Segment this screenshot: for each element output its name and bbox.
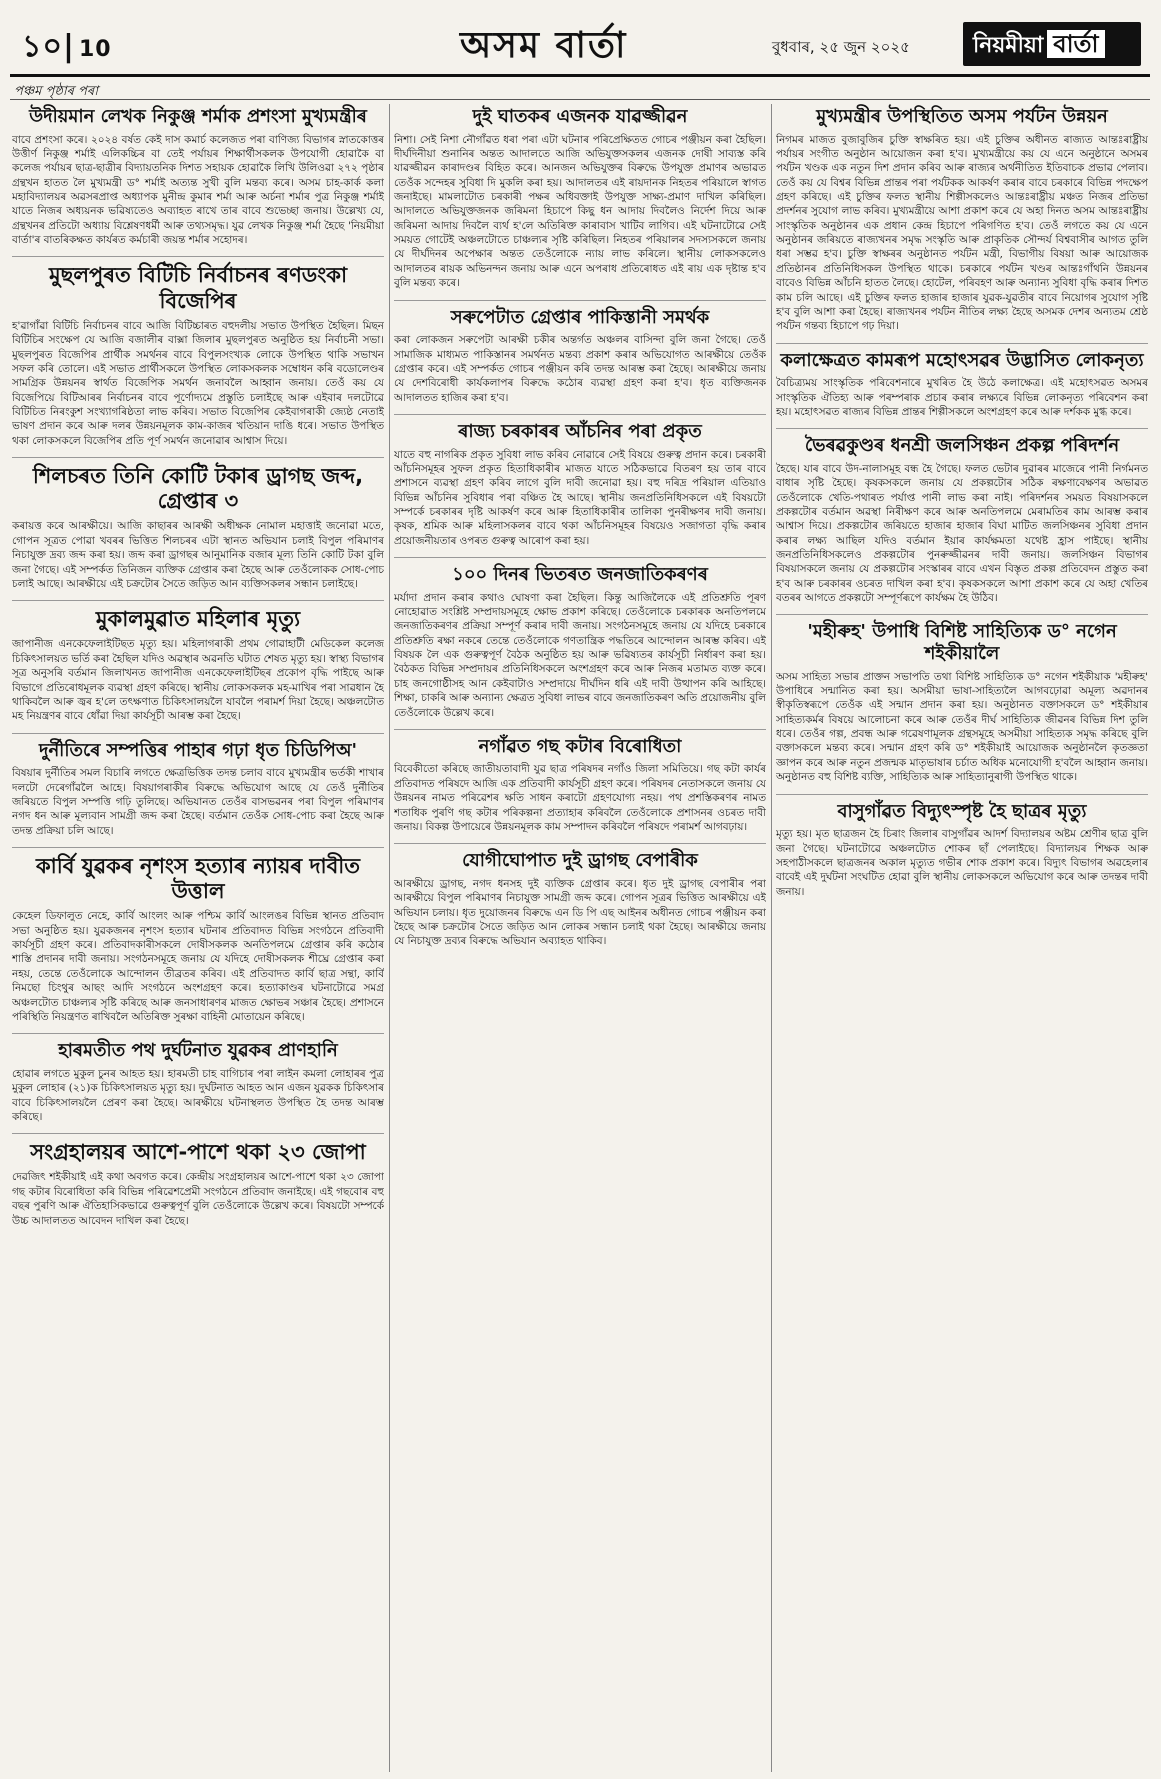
article-headline[interactable]: ৰাজ্য চৰকাৰৰ আঁচনিৰ পৰা প্ৰকৃত [458,420,702,442]
section-title: অসম বাৰ্তা [460,24,628,66]
article-separator [776,428,1148,429]
article-body: জাপানীজ এনকেফেলাইটিছত মৃত্যু হয়। মহিলাগৰাকী প্ৰথম গোৱাহাটী মেডিকেল কলেজ চিকিৎসালয়ত ভৰ্তি কৰা হৈছিল যদিও অৱস্থাৰ অৱনতি ঘটাত শেষত মৃত্যু হয়। স্বাস্থ্য বিভাগৰ সূত্ৰ অনুসৰি বৰ্তমান জিলাখনত জাপানীজ এনকেফেলাইটিছৰ প্ৰকোপ বৃদ্ধি পাইছে আৰু বিভাগে প্ৰতিৰোধমূলক ব্যৱস্থা গ্ৰহণ কৰিছে। স্থানীয় লোকসকলক মহ-মাখিৰ পৰা সাৱধান হৈ থাকিবলৈ আৰু জ্বৰ হ'লে তৎক্ষণাত চিকিৎসালয়লৈ যাবলৈ পৰামৰ্শ দিয়া হৈছে। অঞ্চলটোত মহ নিয়ন্ত্ৰণৰ বাবে ধোঁৱা দিয়া কাৰ্যসূচী আৰম্ভ কৰা হৈছে। [12,638,384,723]
article-body: বিষয়াৰ দুৰ্নীতিৰ সমল বিচাৰি লগতে ক্ষেত্ৰভিত্তিক তদন্ত চলাব বাবে মুখ্যমন্ত্ৰীৰ ভৰ্তকী শাখাৰ দলটো দেৰেগাঁৱলৈ আহে। বিষয়াগৰাকীৰ বিৰুদ্ধে অভিযোগ আছে যে তেওঁ দুৰ্নীতিৰ জৰিয়তে বিপুল সম্পত্তি গঢ়ি তুলিছে। অভিযানত তেওঁৰ বাসভৱনৰ পৰা বিপুল পৰিমাণৰ নগদ ধন আৰু মূল্যবান সামগ্ৰী জব্দ কৰা হৈছে। বৰ্তমান তেওঁক সোধ-পোচ কৰা হৈছে আৰু তদন্ত প্ৰক্ৰিয়া চলি আছে। [12,767,384,837]
article-headline[interactable]: দুৰ্নীতিৰে সম্পত্তিৰ পাহাৰ গঢ়া ধৃত চিডিপিঅ' [38,739,357,761]
article [394,421,766,548]
article-separator [12,847,384,848]
article-headline[interactable]: মুছলপুৰত বিটিচি নিৰ্বাচনৰ ৰণডংকা বিজেপিৰ [48,263,348,313]
article-body: কৰায়ত্ত কৰে আৰক্ষীয়ে। আজি কাছাৰৰ আৰক্ষী অধীক্ষক নোমাল মহাত্তাই জনোৱা মতে, গোপন সূত্ৰত পোৱা খবৰৰ ভিত্তিত শিলচৰৰ এটা স্থানত অভিযান চলাই বিপুল পৰিমাণৰ নিচাযুক্ত দ্ৰব্য জব্দ কৰা হয়। জব্দ কৰা ড্ৰাগছৰ আনুমানিক বজাৰ মূল্য তিনি কোটি টকা বুলি জনা গৈছে। এই সম্পৰ্কত তিনিজন ব্যক্তিক গ্ৰেপ্তাৰ কৰা হৈছে আৰু তেওঁলোকক সোধ-পোচ চলাই আছে। আৰক্ষীয়ে এই চক্ৰটোৰ সৈতে জড়িত আন ব্যক্তিসকলৰ সন্ধান চলাইছে। [12,520,384,590]
article-body: বৈচিত্ৰ্যময় সাংস্কৃতিক পৰিবেশনাৰে মুখৰিত হৈ উঠে কলাক্ষেত্ৰ। এই মহোৎসৱত অসমৰ সাংস্কৃতিক ঐতিহ্য আৰু পৰম্পৰাক প্ৰচাৰ কৰাৰ লক্ষ্যৰে বিভিন্ন লোকনৃত্য পৰিবেশন কৰা হয়। মহোৎসৱত ৰাজ্যৰ বিভিন্ন প্ৰান্তৰ শিল্পীসকলে অংশগ্ৰহণ কৰে আৰু দৰ্শকক মুগ্ধ কৰে। [776,377,1148,418]
article-headline[interactable]: উদীয়মান লেখক নিকুঞ্জ শৰ্মাক প্ৰশংসা মুখ্যমন্ত্ৰীৰ [29,106,367,127]
column-3 [776,104,1148,1772]
article [776,621,1148,784]
article-body: দেৱজিৎ শইকীয়াই এই কথা অবগত কৰে। কেন্দ্ৰীয় সংগ্ৰহালয়ৰ আশে-পাশে থকা ২৩ জোপা গছ কটাৰ বিৰোধিতা কৰি বিভিন্ন পৰিৱেশপ্ৰেমী সংগঠনে প্ৰতিবাদ জনাইছে। এই গছবোৰ বহু বছৰ পুৰণি আৰু ঐতিহাসিকভাৱে গুৰুত্বপূৰ্ণ বুলি তেওঁলোকে উল্লেখ কৰে। বিষয়টো সম্পৰ্কে উচ্চ আদালতত আবেদন দাখিল কৰা হৈছে। [12,1171,384,1227]
article-separator [12,1033,384,1034]
article-separator [776,343,1148,344]
article-body: বিবেকীতো কৰিছে জাতীয়তাবাদী যুৱ ছাত্ৰ পৰিষদৰ নগাঁও জিলা সমিতিয়ে। গছ কটা কাৰ্যৰ প্ৰতিবাদত পৰিষদে আজি এক প্ৰতিবাদী কাৰ্যসূচী গ্ৰহণ কৰে। পৰিষদৰ নেতাসকলে জনায় যে উন্নয়নৰ নামত পৰিৱেশৰ ক্ষতি সাধন কৰাটো গ্ৰহণযোগ্য নহয়। পথ প্ৰশস্তিকৰণৰ নামত শতাধিক পুৰণি গছ কটাৰ পৰিকল্পনা প্ৰত্যাহাৰ কৰিবলৈ তেওঁলোকে প্ৰশাসনৰ ওচৰত দাবী জনায়। বিকল্প উপায়েৰে উন্নয়নমূলক কাম সম্পাদন কৰিবলৈ পৰিষদে পৰামৰ্শ আগবঢ়ায়। [394,763,766,833]
article [394,106,766,291]
article-separator [12,733,384,734]
article-separator [776,794,1148,795]
article-body: যাতে বহু নাগৰিক প্ৰকৃত সুবিধা লাভ কৰিব নোৱাৰে সেই বিষয়ে গুৰুত্ব প্ৰদান কৰে। চৰকাৰী আঁচনিসমূহৰ সুফল প্ৰকৃত হিতাধিকাৰীৰ মাজত যাতে সঠিকভাৱে বিতৰণ হয় তাৰ বাবে প্ৰশাসনে ব্যৱস্থা গ্ৰহণ কৰিব লাগে বুলি দাবী জনোৱা হয়। বহু দৰিদ্ৰ পৰিয়াল এতিয়াও বিভিন্ন আঁচনিৰ সুবিধাৰ পৰা বঞ্চিত হৈ আছে। স্থানীয় জনপ্ৰতিনিধিসকলে এই বিষয়টো সম্পৰ্কে চৰকাৰৰ দৃষ্টি আকৰ্ষণ কৰে আৰু হিতাধিকাৰীৰ তালিকা পুনৰীক্ষণৰ দাবী জনায়। কৃষক, শ্ৰমিক আৰু মহিলাসকলৰ বাবে থকা আঁচনিসমূহৰ বিষয়েও সজাগতা বৃদ্ধি কৰাৰ প্ৰয়োজনীয়তাৰ ওপৰত গুৰুত্ব আৰোপ কৰা হয়। [394,448,766,547]
column-2 [394,104,766,1772]
article-body: হোৱাৰ লগতে মুকুল চুনৰ আহত হয়। হাৰমতী চাহ বাগিচাৰ পৰা লাইন কমলা লোহাৰৰ পুত্ৰ মুকুল লোহাৰ (২১)ক চিকিৎসালয়ত মৃত্যু হয়। দুৰ্ঘটনাত আহত আন এজন যুৱকক চিকিৎসাৰ বাবে চিকিৎসালয়লৈ প্ৰেৰণ কৰা হৈছে। আৰক্ষীয়ে ঘটনাস্থলত উপস্থিত হৈ তদন্ত আৰম্ভ কৰিছে। [12,1067,384,1123]
page-number-bengali: ১০ [22,29,63,64]
article-headline[interactable]: কলাক্ষেত্ৰত কামৰূপ মহোৎসৱৰ উদ্ভাসিত লোকনৃত্য [780,349,1144,371]
article-body: বাবে প্ৰশংসা কৰে। ২০২৪ বৰ্ষত কেই দাস কমাৰ্চ কলেজত পৰা বাণিজ্য বিভাগৰ স্নাতকোত্তৰ উত্তীৰ্ণ নিকুঞ্জ শৰ্মাই এলিকচ্চিৰ বা তেই পৰ্যায়ৰ শিক্ষাৰ্থীসকলক উপযোগী হোৱাকৈ বা কলেজ পৰ্যায়ৰ ছাত্ৰ-ছাত্ৰীৰ বিদ্যায়তনিক দিশত সহায়ক হোৱাকৈ লিখি উলিওৱা ২৭২ পৃষ্ঠাৰ গ্ৰন্থখন হাতত লৈ মুখ্যমন্ত্ৰী ড° শৰ্মাই অত্যন্ত সুখী বুলি মন্তব্য কৰে। অসম চাহ-কাৰ্ক কলা মহাবিদ্যালয়ৰ অৱসৰপ্ৰাপ্ত অধ্যাপক মুনীন্দ্ৰ কুমাৰ শৰ্মা আৰু অৰ্চনা শৰ্মাৰ পুত্ৰ নিকুঞ্জ শৰ্মাই যাতে নিজৰ অধ্যয়নক ভৱিষ্যতেও অব্যাহত ৰাখে তাৰ বাবে শুভেচ্ছা জনায়। উল্লেখ্য যে, গ্ৰন্থখনৰ প্ৰতিটো অধ্যায় বিশ্লেষণধৰ্মী আৰু তথ্যসমৃদ্ধ। যুৱ লেখক নিকুঞ্জ শৰ্মা হৈছে 'নিয়মীয়া বাৰ্তা'ৰ বাতৰিকক্ষত কাৰ্যৰত কৰ্মচাৰী জয়ন্ত শৰ্মাৰ সহোদৰ। [12,133,384,247]
continuation-rule [10,99,1150,100]
article-headline[interactable]: কাৰ্বি যুৱকৰ নৃশংস হত্যাৰ ন্যায়ৰ দাবীত উত্তাল [35,853,361,904]
article-separator [12,600,384,601]
article-body: অসম সাহিত্য সভাৰ প্ৰাক্তন সভাপতি তথা বিশিষ্ট সাহিত্যিক ড° নগেন শইকীয়াক 'মহীৰুহ' উপাধিৰে সন্মানিত কৰা হয়। অসমীয়া ভাষা-সাহিত্যলৈ আগবঢ়োৱা অমূল্য অৱদানৰ স্বীকৃতিস্বৰূপে তেওঁক এই সন্মান প্ৰদান কৰা হয়। অনুষ্ঠানত বক্তাসকলে ড° শইকীয়াৰ সাহিত্যকৰ্মৰ বিষয়ে আলোচনা কৰে আৰু তেওঁৰ দীৰ্ঘ সাহিত্যিক জীৱনৰ বিভিন্ন দিশ তুলি ধৰে। তেওঁৰ গল্প, প্ৰবন্ধ আৰু গৱেষণামূলক গ্ৰন্থসমূহে অসমীয়া সাহিত্যক সমৃদ্ধ কৰিছে বুলি বক্তাসকলে মন্তব্য কৰে। সন্মান গ্ৰহণ কৰি ড° শইকীয়াই আয়োজক অনুষ্ঠানলৈ কৃতজ্ঞতা জ্ঞাপন কৰে আৰু নতুন প্ৰজন্মক মাতৃভাষাৰ চৰ্চাত অধিক মনোযোগী হ'বলৈ আহ্বান জনায়। অনুষ্ঠানত বহু বিশিষ্ট ব্যক্তি, সাহিত্যিক আৰু সাহিত্যানুৰাগী উপস্থিত থাকে। [776,670,1148,784]
article [394,850,766,948]
article-headline[interactable]: 'মহীৰুহ' উপাধি বিশিষ্ট সাহিত্যিক ড° নগেন শইকীয়ালৈ [807,621,1117,665]
article [394,564,766,720]
article-body: মৰ্যাদা প্ৰদান কৰাৰ কথাও ঘোষণা কৰা হৈছিল। কিন্তু আজিলৈকে এই প্ৰতিশ্ৰুতি পূৰণ নোহোৱাত সংশ্লিষ্ট সম্প্ৰদায়সমূহে ক্ষোভ প্ৰকাশ কৰিছে। তেওঁলোকে চৰকাৰক অনতিপলমে জনজাতিকৰণৰ প্ৰক্ৰিয়া সম্পূৰ্ণ কৰাৰ দাবী জনায়। সংগঠনসমূহে জনায় যে যদিহে চৰকাৰে প্ৰতিশ্ৰুতি ৰক্ষা নকৰে তেন্তে তেওঁলোকে গণতান্ত্ৰিক পদ্ধতিৰে আন্দোলন আৰম্ভ কৰিব। এই বিষয়ক লৈ এক গুৰুত্বপূৰ্ণ বৈঠক অনুষ্ঠিত হয় আৰু ভৱিষ্যতৰ কাৰ্যসূচী নিৰ্ধাৰণ কৰা হয়। বৈঠকত বিভিন্ন সম্প্ৰদায়ৰ প্ৰতিনিধিসকলে অংশগ্ৰহণ কৰে আৰু নিজৰ মতামত ব্যক্ত কৰে। চাহ জনগোষ্ঠীসহ আন কেইবাটাও সম্প্ৰদায়ে দীৰ্ঘদিন ধৰি এই দাবী উত্থাপন কৰি আহিছে। শিক্ষা, চাকৰি আৰু অন্যান্য ক্ষেত্ৰত সুবিধা লাভৰ বাবে জনজাতিকৰণ অতি প্ৰয়োজনীয় বুলি তেওঁলোকে উল্লেখ কৰে। [394,591,766,719]
article-headline[interactable]: যোগীঘোপাত দুই ড্ৰাগছ বেপাৰীক [462,850,698,872]
article [776,106,1148,334]
article-body: হৈছে। যাৰ বাবে উদ-নালাসমূহ বন্ধ হৈ গৈছে। ফলত ভেটাৰ দুৱাৰৰ মাজেৰে পানী নিৰ্গমনত বাধাৰ সৃষ্টি হৈছে। কৃষকসকলে জনায় যে প্ৰকল্পটোৰ সঠিক ৰক্ষণাবেক্ষণৰ অভাৱত তেওঁলোকে খেতি-পথাৰত পৰ্যাপ্ত পানী লাভ কৰা নাই। পৰিদৰ্শনৰ সময়ত বিষয়াসকলে প্ৰকল্পটোৰ বৰ্তমান অৱস্থা নিৰীক্ষণ কৰে আৰু অনতিপলমে মেৰামতিৰ কাম আৰম্ভ কৰাৰ আশ্বাস দিয়ে। প্ৰকল্পটোৰ জৰিয়তে হাজাৰ হাজাৰ বিঘা মাটিত জলসিঞ্চনৰ সুবিধা প্ৰদান কৰাৰ লক্ষ্য আছিল যদিও বৰ্তমান ইয়াৰ কাৰ্যক্ষমতা যথেষ্ট হ্ৰাস পাইছে। স্থানীয় জনপ্ৰতিনিধিসকলেও প্ৰকল্পটোৰ পুনৰুজ্জীৱনৰ দাবী জনায়। জলসিঞ্চন বিভাগৰ বিষয়াসকলে জনায় যে প্ৰকল্পটোৰ সংস্কাৰৰ বাবে এখন বিস্তৃত প্ৰকল্প প্ৰতিবেদন প্ৰস্তুত কৰা হ'ব আৰু চৰকাৰৰ ওচৰত দাখিল কৰা হ'ব। কৃষকসকলে আশা প্ৰকাশ কৰে যে অহা খেতিৰ বতৰৰ আগতে প্ৰকল্পটো সম্পূৰ্ণৰূপে কাৰ্যক্ষম হৈ উঠিব। [776,462,1148,605]
article [12,1040,384,1124]
article-body: কৰা লোকজন সৰুপেটা আৰক্ষী চকীৰ অন্তৰ্গত অঞ্চলৰ বাসিন্দা বুলি জনা গৈছে। তেওঁ সামাজিক মাধ্যমত পাকিস্তানৰ সমৰ্থনত মন্তব্য প্ৰকাশ কৰাৰ অভিযোগত আৰক্ষীয়ে তেওঁক গ্ৰেপ্তাৰ কৰে। এই সম্পৰ্কত গোচৰ পঞ্জীয়ন কৰি তদন্ত আৰম্ভ কৰা হৈছে। আৰক্ষীয়ে জনায় যে দেশবিৰোধী কাৰ্যকলাপৰ বিৰুদ্ধে কঠোৰ ব্যৱস্থা গ্ৰহণ কৰা হ'ব। ধৃত ব্যক্তিজনক আদালতত হাজিৰ কৰা হ'ব। [394,334,766,404]
article-headline[interactable]: মুকালমুৱাত মহিলাৰ মৃত্যু [95,607,301,632]
page-number: ১০| 10 [22,29,112,64]
article [776,801,1148,899]
header-rule [10,74,1150,77]
article [394,736,766,834]
article-body: নিশা। সেই নিশা নৌগাঁৱত ধৰা পৰা এটা ঘটনাৰ পৰিপ্ৰেক্ষিতত গোচৰ পঞ্জীয়ন কৰা হৈছিল। দীৰ্ঘদিনীয়া শুনানিৰ অন্তত আদালতে আজি অভিযুক্তসকলৰ এজনক দোষী সাব্যস্ত কৰি যাৱজ্জীৱন কাৰাদণ্ডৰ বিহিত কৰে। আনজন অভিযুক্তৰ বিৰুদ্ধে উপযুক্ত প্ৰমাণৰ অভাৱত তেওঁক সন্দেহৰ সুবিধা দি মুকলি কৰা হয়। আদালতৰ এই ৰায়দানক নিহতৰ পৰিয়ালে স্বাগত জনাইছে। মামলাটোত চৰকাৰী পক্ষৰ অধিবক্তাই উপযুক্ত সাক্ষ্য-প্ৰমাণ দাখিল কৰিছিল। আদালতে অভিযুক্তজনক জৰিমনা হিচাপে কিছু ধন আদায় দিবলৈও নিৰ্দেশ দিয়ে আৰু জৰিমনা আদায় দিবলৈ ব্যৰ্থ হ'লে অতিৰিক্ত কাৰাবাস খাটিব লাগিব। এই ঘটনাটোৱে সেই সময়ত গোটেই অঞ্চলটোতে চাঞ্চল্যৰ সৃষ্টি কৰিছিল। নিহতৰ পৰিয়ালৰ সদস্যসকলে জনায় যে দীৰ্ঘদিনৰ অপেক্ষাৰ অন্তত তেওঁলোকে ন্যায় লাভ কৰিলে। স্থানীয় লোকসকলেও আদালতৰ ৰায়ক অভিনন্দন জনায় আৰু এনে অপৰাধ প্ৰতিৰোধত এই ৰায় এক দৃষ্টান্ত হ'ব বুলি মন্তব্য কৰে। [394,133,766,290]
continuation-label: পঞ্চম পৃষ্ঠাৰ পৰা [14,84,98,99]
article-body: হ'ৱাগাঁৱা বিটিচি নিৰ্বাচনৰ বাবে আজি বিটিচ্চাৰত বহুদলীয় সভাত উপস্থিত হৈছিল। মিছন বিটিচিৰ সংক্ষেপ যে আজি বজালীৰ বাক্সা জিলাৰ মুছলপুৰত অনুষ্ঠিত হয় নিৰ্বাচনী সভা। মুছলপুৰত বিজেপিৰ প্ৰাৰ্থীক সমৰ্থনৰ বাবে বিপুলসংখ্যক লোকে উপস্থিত থাকি সভাখন সফল কৰি তোলে। এই সভাত প্ৰাৰ্থীসকলে উপস্থিত লোকসকলক সম্বোধন কৰি বডোলেণ্ডৰ সামগ্ৰিক উন্নয়নৰ স্বাৰ্থত বিজেপিক সমৰ্থন জনাবলৈ আহ্বান জনায়। তেওঁ কয় যে বিজেপিয়ে বিটিআৰৰ নিৰ্বাচনৰ বাবে পূৰ্ণোদ্যমে প্ৰস্তুতি চলাইছে আৰু এইবাৰ দলটোৱে বিটিচিত নিৰংকুশ সংখ্যাগৰিষ্ঠতা লাভ কৰিব। সভাত বিজেপিৰ কেইবাগৰাকী জ্যেষ্ঠ নেতাই ভাষণ প্ৰদান কৰে আৰু দলৰ উন্নয়নমূলক কাম-কাজৰ খতিয়ান দাঙি ধৰে। সভাত উপস্থিত থকা লোকসকলে বিজেপিৰ প্ৰতি পূৰ্ণ সমৰ্থন জনোৱাৰ আশ্বাস দিয়ে। [12,319,384,447]
page-header [0,0,1161,80]
article-headline[interactable]: নগাঁৱত গছ কটাৰ বিৰোধিতা [478,735,682,757]
article-body: আৰক্ষীয়ে ড্ৰাগছ, নগদ ধনসহ দুই ব্যক্তিক গ্ৰেপ্তাৰ কৰে। ধৃত দুই ড্ৰাগছ বেপাৰীৰ পৰা আৰক্ষীয়ে বিপুল পৰিমাণৰ নিচাযুক্ত সামগ্ৰী জব্দ কৰে। গোপন সূত্ৰৰ ভিত্তিত আৰক্ষীয়ে এই অভিযান চলায়। ধৃত দুয়োজনৰ বিৰুদ্ধে এন ডি পি এছ আইনৰ অধীনত গোচৰ পঞ্জীয়ন কৰা হৈছে আৰু চক্ৰটোৰ সৈতে জড়িত আন লোকৰ সন্ধান চলাই থকা হৈছে। আৰক্ষীয়ে জনায় যে নিচাযুক্ত দ্ৰব্যৰ বিৰুদ্ধে অভিযান অব্যাহত থাকিব। [394,877,766,948]
article-body: নিগমৰ মাজত বুজাবুজিৰ চুক্তি স্বাক্ষৰিত হয়। এই চুক্তিৰ অধীনত ৰাজ্যত আন্তঃৰাষ্ট্ৰীয় পৰ্যায়ৰ সংগীত অনুষ্ঠান আয়োজন কৰা হ'ব। মুখ্যমন্ত্ৰীয়ে কয় যে এনে অনুষ্ঠানে অসমৰ পৰ্যটন খণ্ডক এক নতুন দিশ প্ৰদান কৰিব আৰু ৰাজ্যৰ অৰ্থনীতিত ইতিবাচক প্ৰভাৱ পেলাব। তেওঁ কয় যে বিশ্বৰ বিভিন্ন প্ৰান্তৰ পৰা পৰ্যটকক আকৰ্ষণ কৰাৰ বাবে চৰকাৰে বিভিন্ন পদক্ষেপ গ্ৰহণ কৰিছে। এই চুক্তিৰ ফলত স্থানীয় শিল্পীসকলেও আন্তঃৰাষ্ট্ৰীয় মঞ্চত নিজৰ প্ৰতিভা প্ৰদৰ্শনৰ সুযোগ লাভ কৰিব। মুখ্যমন্ত্ৰীয়ে আশা প্ৰকাশ কৰে যে অহা দিনত অসম আন্তঃৰাষ্ট্ৰীয় সাংস্কৃতিক অনুষ্ঠানৰ এক প্ৰধান কেন্দ্ৰ হিচাপে পৰিগণিত হ'ব। তেওঁ লগতে কয় যে এনে অনুষ্ঠানৰ জৰিয়তে ৰাজ্যখনৰ সমৃদ্ধ সংস্কৃতি আৰু প্ৰাকৃতিক সৌন্দৰ্য বিশ্ববাসীৰ আগত তুলি ধৰা সম্ভৱ হ'ব। চুক্তি স্বাক্ষৰৰ অনুষ্ঠানত পৰ্যটন মন্ত্ৰী, বিভাগীয় বিষয়া আৰু আয়োজক প্ৰতিষ্ঠানৰ প্ৰতিনিধিসকল উপস্থিত থাকে। চৰকাৰে পৰ্যটন খণ্ডৰ আন্তঃগাঁথনি উন্নয়নৰ বাবেও বিভিন্ন আঁচনি হাতত লৈছে। হোটেল, পৰিবহণ আৰু অন্যান্য সুবিধা বৃদ্ধি কৰাৰ দিশত কাম চলি আছে। এই চুক্তিৰ ফলত হাজাৰ হাজাৰ যুৱক-যুৱতীৰ বাবে নিয়োগৰ সুযোগ সৃষ্টি হ'ব বুলি আশা কৰা হৈছে। ৰাজ্যখনৰ পৰ্যটন নীতিৰ লক্ষ্য হৈছে অসমক দেশৰ অন্যতম শ্ৰেষ্ঠ পৰ্যটন গন্তব্য হিচাপে গঢ় দিয়া। [776,133,1148,333]
article-headline[interactable]: বাসুগাঁৱত বিদ্যুৎস্পৃষ্ট হৈ ছাত্ৰৰ মৃত্যু [837,800,1087,822]
article [12,1140,384,1228]
article-separator [394,557,766,558]
article [12,464,384,591]
article-separator [776,614,1148,615]
article-separator [12,1133,384,1134]
article [12,740,384,838]
article-headline[interactable]: দুই ঘাতকৰ এজনক যাৱজ্জীৱন [472,106,688,127]
article [776,435,1148,605]
column-divider [771,104,772,1772]
column-1 [12,104,384,1772]
article-body: কেহেল ডিফালুত নেহে, কাৰ্বি আংলং আৰু পশ্চিম কাৰ্বি আংলঙৰ বিভিন্ন স্থানত প্ৰতিবাদ সভা অনুষ্ঠিত হয়। যুৱকজনৰ নৃশংস হত্যাৰ ঘটনাৰ প্ৰতিবাদত বিভিন্ন সংগঠনে প্ৰতিবাদী কাৰ্যসূচী গ্ৰহণ কৰে। প্ৰতিবাদকাৰীসকলে দোষীসকলক অনতিপলমে গ্ৰেপ্তাৰ কৰি কঠোৰ শাস্তি প্ৰদানৰ দাবী জনায়। সংগঠনসমূহে জনায় যে যদিহে দোষীসকলক শীঘ্ৰে গ্ৰেপ্তাৰ কৰা নহয়, তেন্তে তেওঁলোকে আন্দোলন তীব্ৰতৰ কৰিব। এই প্ৰতিবাদত কাৰ্বি ছাত্ৰ সন্থা, কাৰ্বি নিমছো চিংথুৰ আছং আদি সংগঠনে অংশগ্ৰহণ কৰে। হত্যাকাণ্ডৰ ঘটনাটোৱে সমগ্ৰ অঞ্চলটোত চাঞ্চল্যৰ সৃষ্টি কৰিছে আৰু জনসাধাৰণৰ মাজত ক্ষোভৰ সঞ্চাৰ হৈছে। প্ৰশাসনে পৰিস্থিতি নিয়ন্ত্ৰণত ৰাখিবলৈ অতিৰিক্ত সুৰক্ষা বাহিনী মোতায়েন কৰিছে। [12,910,384,1023]
logo-text-b: বাৰ্তা [1047,30,1104,58]
article-headline[interactable]: হাৰমতীত পথ দুৰ্ঘটনাত যুৱকৰ প্ৰাণহানি [58,1040,338,1062]
article-separator [12,457,384,458]
article-separator [12,256,384,257]
article-body: মৃত্যু হয়। মৃত ছাত্ৰজন হৈ চিৰাং জিলাৰ বাসুগাঁৱৰ আদৰ্শ বিদ্যালয়ৰ অষ্টম শ্ৰেণীৰ ছাত্ৰ বুলি জনা গৈছে। ঘটনাটোৱে অঞ্চলটোত শোকৰ ছাঁ পেলাইছে। বিদ্যালয়ৰ শিক্ষক আৰু সহপাঠীসকলে ছাত্ৰজনৰ অকাল মৃত্যুত গভীৰ শোক প্ৰকাশ কৰে। বিদ্যুৎ বিভাগৰ অৱহেলাৰ বাবেই এই দুৰ্ঘটনা সংঘটিত হোৱা বুলি স্থানীয় লোকসকলে অভিযোগ কৰে আৰু তদন্তৰ দাবী জনায়। [776,828,1148,898]
article-separator [394,414,766,415]
article [12,106,384,247]
article-headline[interactable]: মুখ্যমন্ত্ৰীৰ উপস্থিতিত অসম পৰ্যটন উন্নয়ন [816,106,1108,127]
article-headline[interactable]: ভৈৰৱকুণ্ডৰ ধনশ্ৰী জলসিঞ্চন প্ৰকল্প পৰিদৰ্শন [804,435,1120,457]
article-separator [394,843,766,844]
column-divider [389,104,390,1772]
article [12,854,384,1024]
article [394,307,766,405]
article-headline[interactable]: শিলচৰত তিনি কোটি টকাৰ ড্ৰাগছ জব্দ, গ্ৰেপ্তাৰ ৩ [32,464,364,514]
masthead-logo [963,22,1141,66]
article [776,350,1148,420]
article [12,263,384,448]
article-separator [394,729,766,730]
article-separator [394,300,766,301]
article-headline[interactable]: ১০০ দিনৰ ভিতৰত জনজাতিকৰণৰ [452,564,708,586]
article-headline[interactable]: সৰুপেটাত গ্ৰেপ্তাৰ পাকিস্তানী সমৰ্থক [450,306,710,328]
logo-text-a: নিয়মীয়া [973,33,1044,58]
issue-date: বুধবাৰ, ২৫ জুন ২০২৫ [772,38,910,56]
page-number-latin: 10 [78,37,112,62]
article-headline[interactable]: সংগ্ৰহালয়ৰ আশে-পাশে থকা ২৩ জোপা [30,1140,366,1165]
article [12,607,384,723]
